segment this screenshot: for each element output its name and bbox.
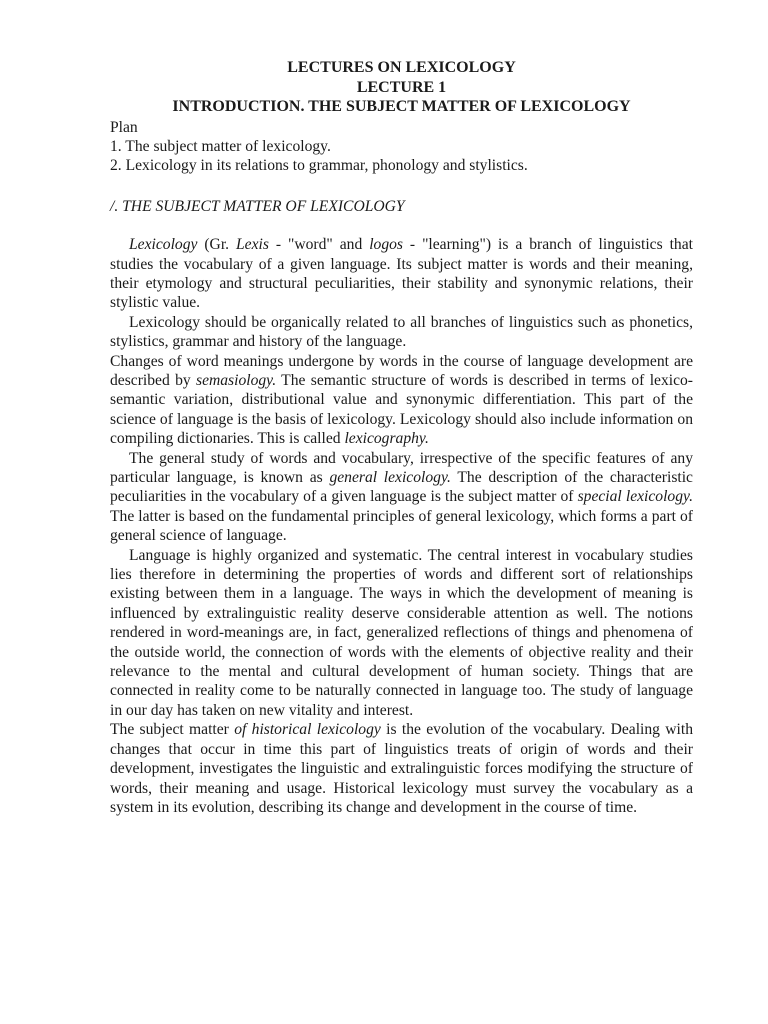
term-lexis: Lexis <box>236 236 269 254</box>
plan-list <box>110 137 693 176</box>
paragraph-lexicology-definition: Lexicology (Gr. Lexis - "word" and logos - "learning") is a branch of linguistics that studies the vocabulary of a given language. Its subject matter is words and their meaning, their etymology and structural peculiarities, their stability and synonymic relations, their stylistic value. <box>110 236 693 312</box>
term-lexicology: Lexicology <box>129 236 198 254</box>
paragraph-historical-lexicology: The subject matter of historical lexicology is the evolution of the vocabulary. Dealing with changes that occur in time this part of linguistics treats of origin of words and their development, investigates the linguistic and extralinguistic forces modifying the structure of words, their meaning and usage. Historical lexicology must survey the vocabulary as a system in its evolution, describing its change and development in the course of time. <box>110 721 694 816</box>
paragraph-general-lexicology: The general study of words and vocabulary, irrespective of the specific features of any particular language, is known as general lexicology. The description of the characteristic peculiarities in the vocabulary of a given language is the subject matter of special lexicology. The latter is based on the fundamental principles of general lexicology, which forms a part of general science of language. <box>110 449 693 545</box>
plan-label: Plan <box>110 118 138 136</box>
document-title: LECTURES ON LEXICOLOGY <box>287 59 516 76</box>
paragraph-language-systematic: Language is highly organized and systematic. The central interest in vocabulary studies lies therefore in determining the properties of words and different sort of relationships existing between them in a language. The ways in which the development of meaning is influenced by extralinguistic reality deserve considerable attention as well. The notions rendered in word-meanings are, in fact, generalized reflections of things and phenomena of the outside world, the connection of words with the elements of objective reality and their relevance to the mental and cultural development of human society. Things that are connected in reality come to be naturally connected in language too. The study of language in our day has taken on new vitality and interest. <box>110 546 693 719</box>
term-special-lexicology: special lexicology. <box>577 488 693 506</box>
paragraph-branches: Lexicology should be organically related to all branches of linguistics such as phonetics, stylistics, grammar and history of the language. <box>110 313 693 351</box>
term-logos: logos <box>369 236 403 254</box>
section-title: /. THE SUBJECT MATTER OF LEXICOLOGY <box>110 197 405 215</box>
term-lexicography: lexicography. <box>344 430 429 448</box>
plan-item: 2. Lexicology in its relations to grammar, phonology and stylistics. <box>110 157 528 175</box>
term-general-lexicology: general lexicology. <box>329 469 451 486</box>
document-page <box>110 58 693 817</box>
plan-item: 1. The subject matter of lexicology. <box>110 137 331 155</box>
lecture-number: LECTURE 1 <box>356 78 447 96</box>
term-historical-lexicology: of historical lexicology <box>234 721 381 739</box>
paragraph-semasiology: Changes of word meanings undergone by words in the course of language development are described by semasiology. The semantic structure of words is described in terms of lexico-semantic variation, distributional value and synonymic differentiation. This part of the science of language is the basis of lexicology. Lexicology should also include information on compiling dictionaries. This is called lexicography. <box>110 352 693 448</box>
term-semasiology: semasiology. <box>196 371 277 389</box>
lecture-subtitle: INTRODUCTION. THE SUBJECT MATTER OF LEXICOLOGY <box>172 98 631 115</box>
